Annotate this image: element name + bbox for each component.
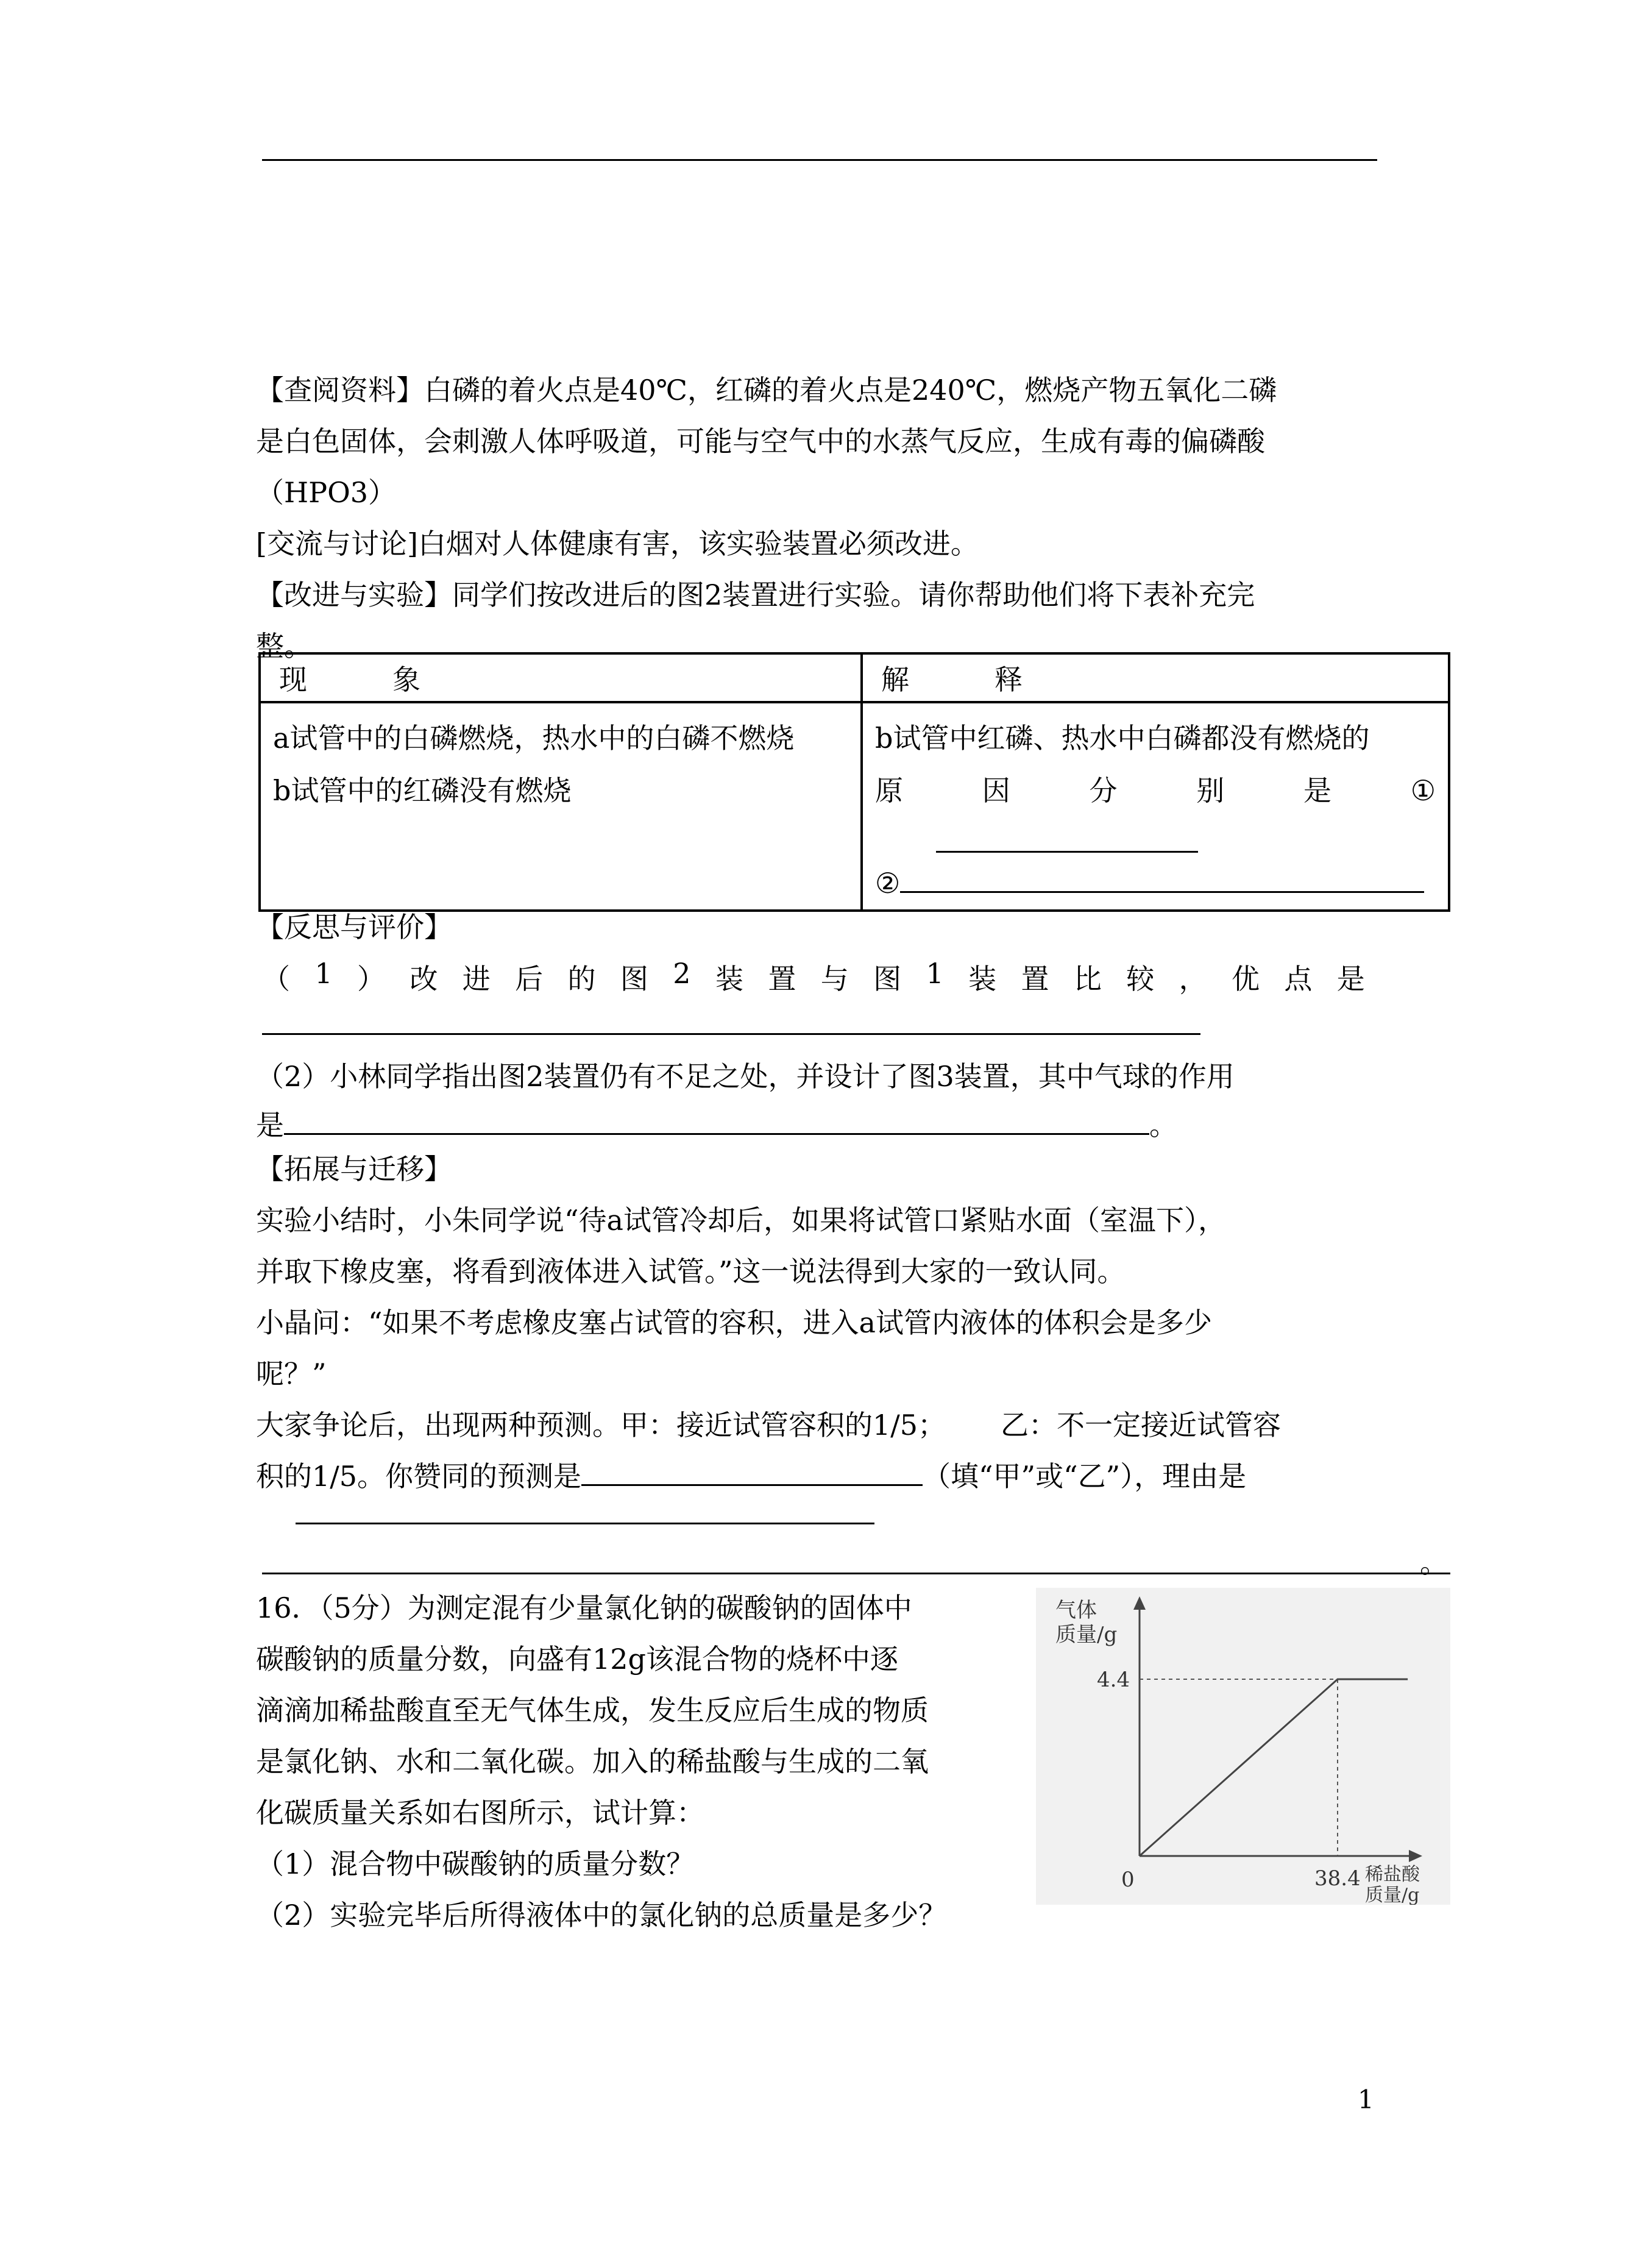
extend-line2: 并取下橡皮塞，将看到液体进入试管。”这一说法得到大家的一致认同。 — [256, 1255, 1126, 1288]
blank-1[interactable] — [936, 823, 1198, 853]
q16-line2: 碳酸钠的质量分数，向盛有12g该混合物的烧杯中逐 — [256, 1643, 898, 1676]
q16-line3: 滴滴加稀盐酸直至无气体生成，发生反应后生成的物质 — [256, 1694, 929, 1727]
prediction-blank[interactable] — [581, 1456, 923, 1486]
page-number: 1 — [1358, 2085, 1374, 2114]
blank-2[interactable] — [900, 863, 1424, 893]
extend-line3: 小晶问：“如果不考虑橡皮塞占试管的容积，进入a试管内液体的体积会是多少 — [256, 1306, 1212, 1339]
extend-line5: 大家争论后，出现两种预测。甲：接近试管容积的1/5； 乙：不一定接近试管容 — [256, 1409, 1282, 1441]
extend-label: 【拓展与迁移】 — [256, 1153, 452, 1186]
explanation-line1: b试管中红磷、热水中白磷都没有燃烧的 — [875, 722, 1370, 755]
reflect-q1-blank[interactable] — [262, 1033, 1200, 1035]
x-axis-arrow — [1409, 1850, 1422, 1862]
improve-line1: 【改进与实验】同学们按改进后的图2装置进行实验。请你帮助他们将下表补充完 — [256, 578, 1255, 611]
blank2-label: ② — [875, 867, 901, 900]
gas-mass-graph — [1036, 1588, 1450, 1905]
lookup-line3: （HPO3） — [256, 476, 397, 509]
explanation-cell — [862, 702, 1449, 911]
phenomenon-cell — [260, 702, 862, 911]
extend-line4: 呢？” — [256, 1357, 327, 1390]
header-phenomenon: 现 象 — [260, 653, 862, 702]
lookup-line1: 白磷的着火点是40℃，红磷的着火点是240℃，燃烧产物五氧化二磷 — [424, 374, 1277, 407]
q16-sub1: （1）混合物中碳酸钠的质量分数？ — [256, 1847, 695, 1880]
q16-sub2: （2）实验完毕后所得液体中的氯化钠的总质量是多少？ — [256, 1899, 947, 1932]
reflect-q2-blank[interactable] — [284, 1105, 1149, 1135]
reason-blank-1[interactable] — [296, 1523, 874, 1524]
reflect-q1: （ 1 ） 改 进 后 的 图 2 装 置 与 图 1 装 置 比 较 ， 优 点 是 — [262, 957, 1365, 995]
q16-line1: 16．（5分）为测定混有少量氯化钠的碳酸钠的固体中 — [256, 1591, 912, 1624]
phenomenon-line1: a试管中的白磷燃烧，热水中的白磷不燃烧 — [273, 722, 795, 755]
extend-paragraph — [256, 1143, 1377, 1502]
explanation-line2: 原 因 分 别 是 ① — [875, 774, 1436, 807]
x-tick-38.4: 38.4 — [1314, 1866, 1361, 1891]
extend-line6: 积的1/5。你赞同的预测是 （填“甲”或“乙”），理由是 — [256, 1451, 1377, 1502]
x-label-2: 质量/g — [1365, 1885, 1420, 1905]
q16-line4: 是氯化钠、水和二氧化碳。加入的稀盐酸与生成的二氧 — [256, 1745, 929, 1778]
header-explanation: 解 释 — [862, 653, 1449, 702]
improve-line2: 整。 — [256, 630, 312, 663]
phenomenon-line2: b试管中的红磷没有燃烧 — [273, 774, 572, 807]
lookup-paragraph — [256, 364, 1377, 672]
x-label-1: 稀盐酸 — [1365, 1864, 1420, 1885]
header-rule — [262, 159, 1377, 161]
data-line — [1140, 1679, 1408, 1856]
y-axis-arrow — [1133, 1596, 1146, 1610]
reason-blank-2[interactable] — [262, 1573, 1450, 1574]
extend-line1: 实验小结时，小朱同学说“待a试管冷却后，如果将试管口紧贴水面（室温下）， — [256, 1204, 1226, 1237]
discuss-line: [交流与讨论]白烟对人体健康有害，该实验装置必须改进。 — [256, 527, 979, 560]
reflect-q2-line1: （2）小林同学指出图2装置仍有不足之处，并设计了图3装置，其中气球的作用 — [256, 1060, 1235, 1093]
y-label-2: 质量/g — [1055, 1623, 1118, 1647]
reflect-q2-line2: 是 。 — [256, 1103, 1177, 1143]
question16 — [256, 1582, 1024, 1941]
graph-figure — [1036, 1588, 1450, 1905]
y-label-1: 气体 — [1055, 1598, 1097, 1623]
origin-label: 0 — [1121, 1868, 1135, 1892]
y-tick-4.4: 4.4 — [1097, 1668, 1130, 1692]
extend-end-mark: 。 — [1420, 1546, 1448, 1579]
q16-line5: 化碳质量关系如右图所示，试计算： — [256, 1796, 704, 1829]
reflect-label: 【反思与评价】 — [256, 911, 452, 944]
lookup-label: 【查阅资料】 — [256, 374, 424, 407]
experiment-table — [258, 652, 1450, 912]
lookup-line2: 是白色固体，会刺激人体呼吸道，可能与空气中的水蒸气反应，生成有毒的偏磷酸 — [256, 425, 1265, 458]
